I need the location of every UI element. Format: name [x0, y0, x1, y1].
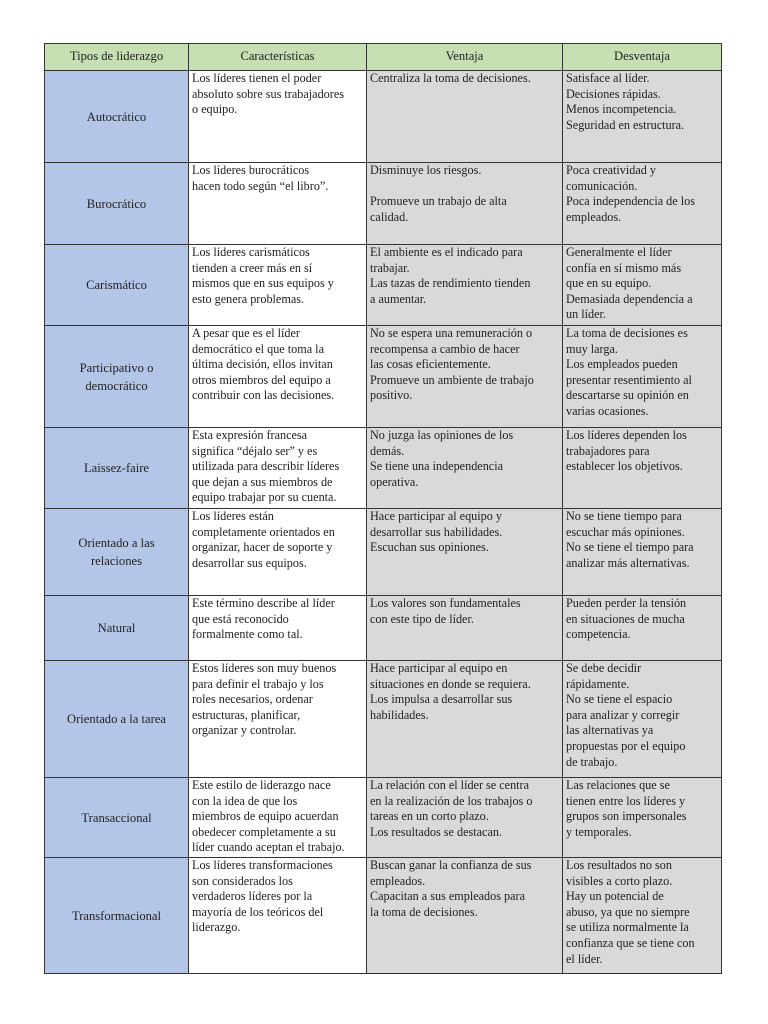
- cell-text-line: mismos que en sus equipos y: [192, 276, 334, 291]
- cell-text-line: para analizar y corregir: [566, 707, 680, 722]
- disadvantage-cell: [563, 661, 722, 778]
- table-body: [45, 71, 722, 974]
- cell-text-line: líder cuando aceptan el trabajo.: [192, 840, 345, 855]
- cell-text-line: Poca creatividad y: [566, 163, 657, 177]
- cell-text-line: No se espera una remuneración o: [370, 326, 533, 340]
- cell-text-line: visibles a corto plazo.: [566, 873, 673, 888]
- cell-text-line: Pueden perder la tensión: [566, 596, 687, 610]
- cell-text-line: Los líderes carismáticos: [192, 245, 310, 259]
- characteristics-cell: [189, 71, 367, 163]
- type-label-line: Orientado a las: [78, 536, 155, 550]
- cell-text-line: última decisión, ellos invitan: [192, 357, 333, 372]
- cell-text-line: que está reconocido: [192, 611, 289, 626]
- cell-text-line: rápidamente.: [566, 676, 630, 691]
- type-cell: [45, 71, 189, 163]
- cell-text-line: miembros de equipo acuerdan: [192, 809, 339, 824]
- type-cell: [45, 596, 189, 661]
- characteristics-cell: [189, 778, 367, 858]
- characteristics-cell: [189, 858, 367, 974]
- disadvantage-cell: [563, 778, 722, 858]
- cell-text-line: Los líderes burocráticos: [192, 163, 310, 177]
- cell-text-line: Hace participar al equipo y: [370, 509, 502, 523]
- cell-text-line: Este estilo de liderazgo nace: [192, 778, 331, 792]
- table-row: [45, 661, 722, 778]
- cell-text-line: Escuchan sus opiniones.: [370, 540, 489, 555]
- cell-text-line: La toma de decisiones es: [566, 326, 688, 340]
- cell-text-line: utilizada para describir líderes: [192, 459, 340, 474]
- leadership-types-table: [44, 43, 722, 974]
- disadvantage-cell: [563, 326, 722, 428]
- cell-text-line: Buscan ganar la confianza de sus: [370, 858, 532, 872]
- cell-text-line: Generalmente el líder: [566, 245, 672, 259]
- advantage-cell: [367, 778, 563, 858]
- cell-text-line: competencia.: [566, 627, 631, 642]
- advantage-cell: [367, 428, 563, 509]
- characteristics-cell: [189, 428, 367, 509]
- advantage-cell: [367, 596, 563, 661]
- cell-text-line: completamente orientados en: [192, 524, 335, 539]
- type-cell: [45, 428, 189, 509]
- table-row: [45, 778, 722, 858]
- cell-text-line: que en su equipo.: [566, 276, 652, 291]
- cell-text-line: Promueve un ambiente de trabajo: [370, 372, 534, 387]
- cell-text-line: Centraliza la toma de decisiones.: [370, 71, 531, 85]
- cell-text-line: Los líderes están: [192, 509, 274, 523]
- cell-text-line: situaciones en donde se requiera.: [370, 676, 531, 691]
- cell-text-line: empleados.: [566, 209, 622, 224]
- cell-text-line: confía en sí mismo más: [566, 260, 682, 275]
- disadvantage-cell: [563, 509, 722, 596]
- cell-text-line: desarrollar sus habilidades.: [370, 524, 503, 539]
- cell-text-line: en la realización de los trabajos o: [370, 793, 533, 808]
- type-label-line: Orientado a la tarea: [67, 712, 166, 726]
- cell-text-line: el líder.: [566, 951, 603, 966]
- type-label-line: Participativo o: [79, 360, 154, 375]
- cell-text-line: descartarse su opinión en: [566, 388, 689, 403]
- cell-text-line: Las tazas de rendimiento tienden: [370, 276, 531, 291]
- advantage-cell: [367, 858, 563, 974]
- cell-text-line: grupos son impersonales: [566, 809, 687, 824]
- cell-text-line: Poca independencia de los: [566, 194, 695, 209]
- type-cell: [45, 778, 189, 858]
- cell-text-line: a aumentar.: [370, 291, 427, 306]
- cell-text-line: liderazgo.: [192, 920, 241, 935]
- cell-text-line: A pesar que es el líder: [192, 326, 300, 340]
- disadvantage-cell: [563, 428, 722, 509]
- cell-text-line: tienen entre los líderes y: [566, 793, 686, 808]
- advantage-cell: [367, 661, 563, 778]
- cell-text-line: estructuras, planificar,: [192, 707, 301, 722]
- type-label-line: democrático: [85, 378, 148, 393]
- cell-text-line: Capacitan a sus empleados para: [370, 889, 525, 904]
- cell-text-line: Satisface al líder.: [566, 71, 650, 85]
- cell-text-line: Los valores son fundamentales: [370, 596, 521, 610]
- characteristics-cell: [189, 596, 367, 661]
- table-row: [45, 71, 722, 163]
- cell-text-line: obedecer completamente a su: [192, 824, 336, 839]
- cell-text-line: de trabajo.: [566, 754, 618, 769]
- cell-text-line: hacen todo según “el libro”.: [192, 178, 329, 193]
- cell-text-line: contribuir con las decisiones.: [192, 388, 335, 403]
- type-cell: [45, 245, 189, 326]
- cell-text-line: Demasiada dependencia a: [566, 291, 693, 306]
- header-disadvantage: Desventaja: [563, 44, 722, 71]
- characteristics-cell: [189, 661, 367, 778]
- advantage-cell: [367, 326, 563, 428]
- type-label-line: Transformacional: [71, 908, 162, 923]
- header-advantage: Ventaja: [367, 44, 563, 71]
- cell-text-line: en situaciones de mucha: [566, 611, 685, 626]
- cell-text-line: trabajadores para: [566, 443, 650, 458]
- cell-text-line: Hace participar al equipo en: [370, 661, 508, 675]
- cell-text-line: No se tiene el tiempo para: [566, 540, 694, 555]
- cell-text-line: roles necesarios, ordenar: [192, 692, 313, 707]
- cell-text-line: Seguridad en estructura.: [566, 117, 685, 132]
- cell-text-line: escuchar más opiniones.: [566, 524, 685, 539]
- type-label-line: Carismático: [86, 278, 147, 292]
- cell-text-line: esto genera problemas.: [192, 291, 305, 306]
- cell-text-line: las cosas eficientemente.: [370, 357, 491, 372]
- cell-text-line: Las relaciones que se: [566, 778, 670, 792]
- characteristics-cell: [189, 163, 367, 245]
- type-cell: [45, 858, 189, 974]
- cell-text-line: Hay un potencial de: [566, 889, 664, 904]
- disadvantage-cell: [563, 858, 722, 974]
- cell-text-line: significa “déjalo ser” y es: [192, 443, 318, 458]
- cell-text-line: tienden a creer más en sí: [192, 260, 313, 275]
- cell-text-line: Promueve un trabajo de alta: [370, 194, 507, 209]
- cell-text-line: calidad.: [370, 209, 409, 224]
- cell-text-line: trabajar.: [370, 260, 410, 275]
- cell-text-line: Los resultados no son: [566, 858, 672, 872]
- cell-text-line: confianza que se tiene con: [566, 935, 695, 950]
- cell-text-line: se utiliza normalmente la: [566, 920, 689, 935]
- cell-text-line: propuestas por el equipo: [566, 738, 686, 753]
- cell-text-line: Los líderes transformaciones: [192, 858, 333, 872]
- cell-text-line: Esta expresión francesa: [192, 428, 308, 442]
- characteristics-cell: [189, 326, 367, 428]
- header-row: [45, 44, 722, 71]
- cell-text-line: empleados.: [370, 873, 426, 888]
- type-label-line: Natural: [97, 621, 136, 635]
- type-label-line: Transaccional: [81, 810, 152, 825]
- type-cell: [45, 163, 189, 245]
- type-label-line: relaciones: [90, 554, 143, 568]
- cell-text-line: las alternativas ya: [566, 723, 654, 738]
- cell-text-line: Disminuye los riesgos.: [370, 163, 482, 177]
- characteristics-cell: [189, 245, 367, 326]
- type-label-line: Laissez-faire: [83, 461, 150, 475]
- cell-text-line: Este término describe al líder: [192, 596, 335, 610]
- cell-text-line: con este tipo de líder.: [370, 611, 474, 626]
- cell-text-line: la toma de decisiones.: [370, 904, 478, 919]
- disadvantage-cell: [563, 245, 722, 326]
- cell-text-line: recompensa a cambio de hacer: [370, 341, 520, 356]
- cell-text-line: desarrollar sus equipos.: [192, 555, 307, 570]
- table-row: [45, 858, 722, 974]
- cell-text-line: habilidades.: [370, 707, 429, 722]
- cell-text-line: Los líderes dependen los: [566, 428, 687, 442]
- cell-text-line: Los impulsa a desarrollar sus: [370, 692, 513, 707]
- cell-text-line: tareas en un corto plazo.: [370, 809, 489, 824]
- cell-text-line: abuso, ya que no siempre: [566, 904, 690, 919]
- cell-text-line: muy larga.: [566, 341, 618, 356]
- cell-text-line: democrático el que toma la: [192, 341, 324, 356]
- cell-text-line: otros miembros del equipo a: [192, 372, 331, 387]
- cell-text-line: No se tiene el espacio: [566, 692, 673, 707]
- cell-text-line: El ambiente es el indicado para: [370, 245, 523, 259]
- cell-text-line: para definir el trabajo y los: [192, 676, 324, 691]
- advantage-cell: [367, 245, 563, 326]
- cell-text-line: positivo.: [370, 388, 413, 403]
- cell-text-line: Menos incompetencia.: [566, 102, 677, 117]
- leadership-table-container: [44, 43, 721, 974]
- cell-text-line: La relación con el líder se centra: [370, 778, 530, 792]
- cell-text-line: con la idea de que los: [192, 793, 298, 808]
- cell-text-line: Decisiones rápidas.: [566, 86, 661, 101]
- table-row: [45, 428, 722, 509]
- disadvantage-cell: [563, 71, 722, 163]
- cell-text-line: No se tiene tiempo para: [566, 509, 682, 523]
- cell-text-line: Los resultados se destacan.: [370, 824, 502, 839]
- advantage-cell: [367, 509, 563, 596]
- cell-text-line: son considerados los: [192, 873, 293, 888]
- table-row: [45, 509, 722, 596]
- header-types: Tipos de liderazgo: [45, 44, 189, 71]
- disadvantage-cell: [563, 596, 722, 661]
- cell-text-line: analizar más alternativas.: [566, 555, 690, 570]
- cell-text-line: y temporales.: [566, 824, 632, 839]
- cell-text-line: Los empleados pueden: [566, 357, 678, 372]
- cell-text-line: verdaderos líderes por la: [192, 889, 313, 904]
- cell-text-line: No juzga las opiniones de los: [370, 428, 514, 442]
- cell-text-line: varias ocasiones.: [566, 403, 649, 418]
- cell-text-line: Se tiene una independencia: [370, 459, 503, 474]
- table-row: [45, 596, 722, 661]
- table-row: [45, 163, 722, 245]
- type-cell: [45, 661, 189, 778]
- cell-text-line: mayoría de los teóricos del: [192, 904, 324, 919]
- table-row: [45, 245, 722, 326]
- cell-text-line: demás.: [370, 443, 405, 458]
- advantage-cell: [367, 71, 563, 163]
- advantage-cell: [367, 163, 563, 245]
- cell-text-line: equipo trabajar por su cuenta.: [192, 490, 337, 505]
- cell-text-line: absoluto sobre sus trabajadores: [192, 86, 344, 101]
- cell-text-line: o equipo.: [192, 102, 238, 117]
- cell-text-line: presentar resentimiento al: [566, 372, 692, 387]
- cell-text-line: Se debe decidir: [566, 661, 642, 675]
- type-cell: [45, 326, 189, 428]
- cell-text-line: [370, 179, 559, 195]
- type-label-line: Autocrático: [86, 109, 147, 124]
- header-characteristics: Características: [189, 44, 367, 71]
- cell-text-line: organizar, hacer de soporte y: [192, 540, 333, 555]
- cell-text-line: establecer los objetivos.: [566, 459, 683, 474]
- cell-text-line: comunicación.: [566, 178, 638, 193]
- cell-text-line: operativa.: [370, 474, 419, 489]
- cell-text-line: organizar y controlar.: [192, 723, 297, 738]
- disadvantage-cell: [563, 163, 722, 245]
- cell-text-line: formalmente como tal.: [192, 627, 303, 642]
- cell-text-line: un líder.: [566, 307, 606, 322]
- type-cell: [45, 509, 189, 596]
- cell-text-line: Los líderes tienen el poder: [192, 71, 322, 85]
- cell-text-line: Estos líderes son muy buenos: [192, 661, 337, 675]
- cell-text-line: que dejan a sus miembros de: [192, 474, 333, 489]
- table-row: [45, 326, 722, 428]
- type-label-line: Burocrático: [86, 196, 147, 211]
- characteristics-cell: [189, 509, 367, 596]
